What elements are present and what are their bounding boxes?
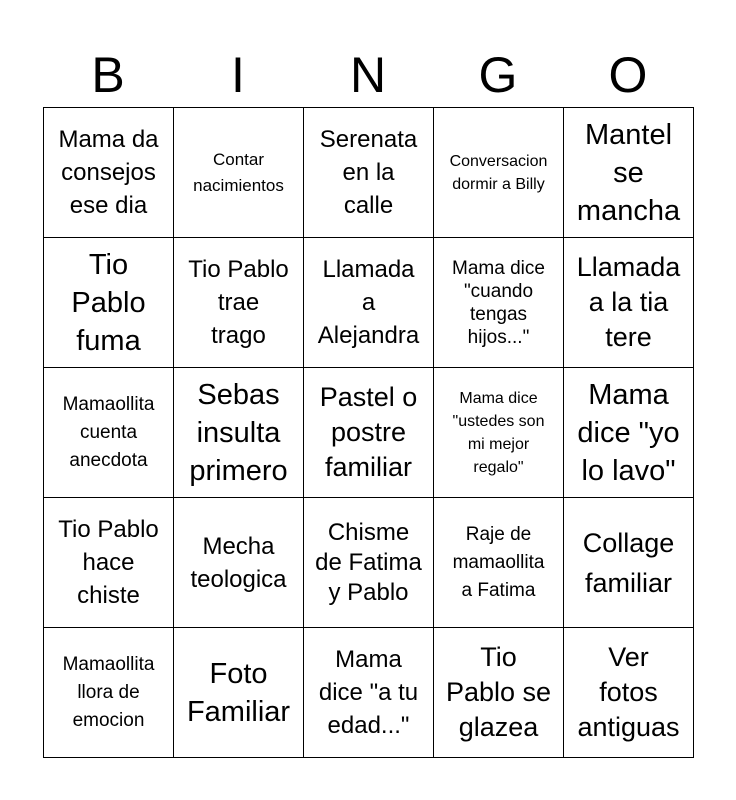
- header-letter-o: O: [608, 47, 648, 103]
- cell-text: Tio Pablo hace chiste: [58, 516, 159, 609]
- cell-text: Chisme de Fatima y Pablo: [315, 518, 422, 606]
- bingo-cell[interactable]: [434, 628, 564, 758]
- cell-text: Conversacion dormir a Billy: [449, 152, 548, 193]
- cell-text: Llamada a Alejandra: [317, 256, 420, 349]
- bingo-cell[interactable]: [174, 108, 304, 238]
- bingo-board: [43, 107, 694, 758]
- bingo-cell[interactable]: [304, 108, 434, 238]
- cell-text: Contar nacimientos: [193, 149, 284, 195]
- cell-text: Collage familiar: [582, 527, 675, 598]
- bingo-cell[interactable]: [434, 238, 564, 368]
- cell-text: Tio Pablo se glazea: [445, 642, 552, 742]
- cell-text: Mama dice "yo lo lavo": [577, 378, 680, 487]
- bingo-cell[interactable]: [174, 498, 304, 628]
- bingo-cell[interactable]: [564, 368, 694, 498]
- bingo-cell[interactable]: [434, 108, 564, 238]
- cell-text: Mama da consejos ese dia: [58, 126, 159, 219]
- bingo-cell[interactable]: [434, 368, 564, 498]
- bingo-header: [43, 42, 693, 108]
- bingo-cell[interactable]: [44, 108, 174, 238]
- bingo-cell[interactable]: [564, 108, 694, 238]
- cell-text: Sebas insulta primero: [189, 378, 288, 487]
- cell-text: Tio Pablo trae trago: [188, 256, 289, 349]
- bingo-cell[interactable]: [174, 368, 304, 498]
- bingo-cell[interactable]: [44, 238, 174, 368]
- bingo-cell[interactable]: [304, 238, 434, 368]
- bingo-cell[interactable]: [564, 498, 694, 628]
- cell-text: Mama dice "cuando tengas hijos...": [452, 257, 545, 348]
- bingo-cell[interactable]: [564, 238, 694, 368]
- cell-text: Ver fotos antiguas: [577, 642, 680, 742]
- bingo-cell[interactable]: [434, 498, 564, 628]
- cell-text: Mantel se mancha: [576, 118, 681, 227]
- cell-text: Mecha teologica: [190, 532, 287, 593]
- bingo-cell[interactable]: [44, 498, 174, 628]
- bingo-cell[interactable]: [174, 628, 304, 758]
- header-letter-b: B: [91, 47, 125, 103]
- cell-text: Mama dice "a tu edad...": [318, 646, 419, 739]
- cell-text: Pastel o postre familiar: [319, 382, 418, 482]
- cell-text: Mamaollita llora de emocion: [62, 653, 155, 731]
- cell-text: Llamada a la tia tere: [576, 252, 681, 352]
- bingo-cell[interactable]: [564, 628, 694, 758]
- bingo-cell[interactable]: [304, 498, 434, 628]
- bingo-cell[interactable]: [304, 628, 434, 758]
- bingo-cell[interactable]: [44, 628, 174, 758]
- cell-text: Foto Familiar: [186, 657, 291, 728]
- cell-text: Raje de mamaollita a Fatima: [452, 523, 545, 601]
- bingo-cell[interactable]: [304, 368, 434, 498]
- header-letter-g: G: [478, 47, 518, 103]
- cell-text: Tio Pablo fuma: [71, 248, 146, 357]
- cell-text: Serenata en la calle: [319, 126, 418, 219]
- bingo-cell[interactable]: [44, 368, 174, 498]
- header-letter-n: N: [349, 47, 387, 103]
- bingo-cell[interactable]: [174, 238, 304, 368]
- header-letter-i: I: [231, 47, 245, 103]
- cell-text: Mamaollita cuenta anecdota: [62, 393, 155, 471]
- cell-text: Mama dice "ustedes son mi mejor regalo": [452, 389, 545, 476]
